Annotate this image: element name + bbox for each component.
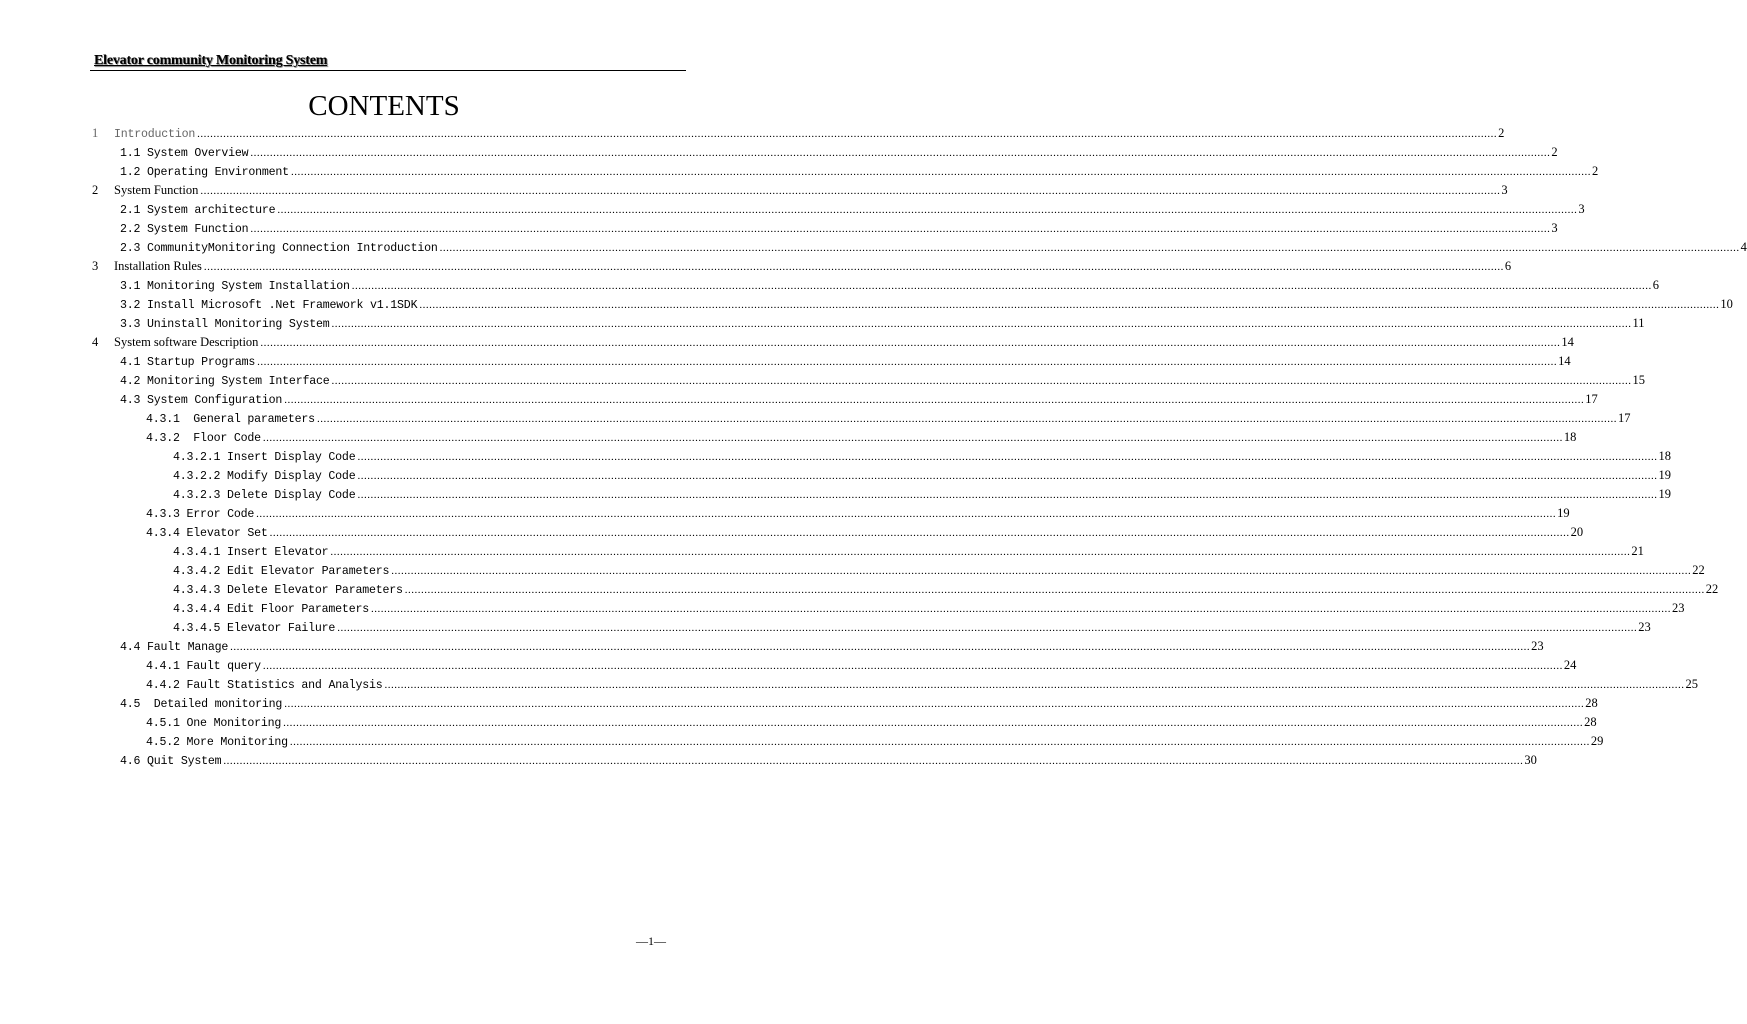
toc-entry-page: 3 xyxy=(1501,183,1508,197)
toc-entry[interactable] xyxy=(120,751,1537,770)
toc-entry-title: 4.5.1 One Monitoring xyxy=(146,717,282,730)
toc-entry-page: 25 xyxy=(1685,677,1699,691)
toc-entry-number: 2 xyxy=(92,183,99,197)
toc-entry-title: 4.5 Detailed monitoring xyxy=(120,698,283,711)
toc-entry[interactable] xyxy=(120,219,1558,238)
toc-entry-page: 3 xyxy=(1578,202,1585,216)
toc-entry[interactable] xyxy=(120,238,1747,257)
toc-entry-title: 2.2 System Function xyxy=(120,223,249,236)
toc-entry[interactable] xyxy=(120,352,1571,371)
toc-entry-title: 4.3.2.3 Delete Display Code xyxy=(173,489,356,502)
toc-dot-leader: ................................................................................................................................................................................................................................................................................................................................................................................................................ xyxy=(330,546,1631,558)
toc-dot-leader: ................................................................................................................................................................................................................................................................................................................................................................................................................ xyxy=(384,679,1685,691)
toc-entry-title: 2.3 CommunityMonitoring Connection Introduction xyxy=(120,242,438,255)
toc-entry[interactable] xyxy=(173,447,1671,466)
toc-dot-leader: ................................................................................................................................................................................................................................................................................................................................................................................................................ xyxy=(357,451,1658,463)
toc-entry-title: 4.3.1 General parameters xyxy=(146,413,315,426)
toc-entry[interactable] xyxy=(120,390,1598,409)
toc-entry[interactable] xyxy=(173,561,1705,580)
toc-entry[interactable] xyxy=(173,580,1719,599)
toc-entry[interactable] xyxy=(120,143,1558,162)
toc-dot-leader: ................................................................................................................................................................................................................................................................................................................................................................................................................ xyxy=(200,185,1501,197)
toc-dot-leader: ................................................................................................................................................................................................................................................................................................................................................................................................................ xyxy=(391,565,1692,577)
toc-entry-number: 4 xyxy=(92,335,99,349)
toc-entry-page: 19 xyxy=(1658,487,1671,501)
toc-entry[interactable] xyxy=(173,542,1644,561)
toc-dot-leader: ................................................................................................................................................................................................................................................................................................................................................................................................................ xyxy=(223,755,1524,767)
toc-dot-leader: ................................................................................................................................................................................................................................................................................................................................................................................................................ xyxy=(357,489,1658,501)
toc-entry-page: 14 xyxy=(1558,354,1571,368)
toc-entry[interactable] xyxy=(146,428,1577,447)
toc-entry-title: 3.3 Uninstall Monitoring System xyxy=(120,318,330,331)
toc-entry-page: 3 xyxy=(1551,221,1558,235)
toc-entry[interactable] xyxy=(146,504,1570,523)
toc-entry-title: 4.3.2.1 Insert Display Code xyxy=(173,451,356,464)
toc-entry-page: 19 xyxy=(1557,506,1570,520)
toc-entry-page: 10 xyxy=(1720,297,1733,311)
toc-entry[interactable] xyxy=(120,200,1585,219)
toc-entry[interactable] xyxy=(173,599,1685,618)
toc-entry-title: 4.3 System Configuration xyxy=(120,394,283,407)
toc-entry[interactable] xyxy=(146,675,1699,694)
toc-entry-title: 3.1 Monitoring System Installation xyxy=(120,280,350,293)
toc-entry[interactable] xyxy=(146,523,1584,542)
toc-dot-leader: ................................................................................................................................................................................................................................................................................................................................................................................................................ xyxy=(331,318,1632,330)
toc-entry-number: 1 xyxy=(92,126,99,140)
toc-dot-leader: ................................................................................................................................................................................................................................................................................................................................................................................................................ xyxy=(419,299,1720,311)
toc-entry[interactable] xyxy=(92,257,1512,276)
toc-entry-title: 4.3.2.2 Modify Display Code xyxy=(173,470,356,483)
toc-entry-title: 4.4.2 Fault Statistics and Analysis xyxy=(146,679,383,692)
toc-dot-leader: ................................................................................................................................................................................................................................................................................................................................................................................................................ xyxy=(256,508,1557,520)
toc-entry-page: 20 xyxy=(1570,525,1584,539)
toc-entry[interactable] xyxy=(120,295,1733,314)
toc-entry-title: Introduction xyxy=(114,128,196,141)
toc-entry[interactable] xyxy=(173,466,1671,485)
toc-entry-page: 2 xyxy=(1551,145,1558,159)
toc-entry-page: 6 xyxy=(1504,259,1512,273)
toc-entry-page: 24 xyxy=(1563,658,1577,672)
toc-entry-page: 14 xyxy=(1561,335,1574,349)
toc-entry-title: Installation Rules xyxy=(114,259,202,273)
toc-heading: CONTENTS xyxy=(308,90,460,122)
toc-entry-page: 29 xyxy=(1590,734,1604,748)
toc-dot-leader: ................................................................................................................................................................................................................................................................................................................................................................................................................ xyxy=(262,660,1563,672)
toc-entry-page: 18 xyxy=(1658,449,1671,463)
toc-entry-title: 4.3.4.5 Elevator Failure xyxy=(173,622,336,635)
toc-entry-page: 19 xyxy=(1658,468,1671,482)
toc-entry[interactable] xyxy=(120,371,1645,390)
toc-dot-leader: ................................................................................................................................................................................................................................................................................................................................................................................................................ xyxy=(277,204,1578,216)
toc-entry-page: 23 xyxy=(1671,601,1685,615)
toc-entry-page: 4 xyxy=(1740,240,1747,254)
toc-entry-title: System software Description xyxy=(114,335,259,349)
toc-dot-leader: ................................................................................................................................................................................................................................................................................................................................................................................................................ xyxy=(284,698,1585,710)
toc-entry[interactable] xyxy=(146,732,1604,751)
toc-entry-page: 2 xyxy=(1591,164,1599,178)
toc-dot-leader: ................................................................................................................................................................................................................................................................................................................................................................................................................ xyxy=(260,337,1561,349)
toc-entry-title: 3.2 Install Microsoft .Net Framework v1.1SDK xyxy=(120,299,418,312)
toc-dot-leader: ................................................................................................................................................................................................................................................................................................................................................................................................................ xyxy=(370,603,1671,615)
page-number: —1— xyxy=(636,934,666,948)
toc-entry-page: 18 xyxy=(1563,430,1577,444)
toc-entry-page: 22 xyxy=(1692,563,1705,577)
toc-entry-page: 22 xyxy=(1705,582,1719,596)
toc-dot-leader: ................................................................................................................................................................................................................................................................................................................................................................................................................ xyxy=(197,128,1498,140)
toc-entry[interactable] xyxy=(146,656,1577,675)
toc-entry-title: 4.3.4 Elevator Set xyxy=(146,527,268,540)
toc-entry[interactable] xyxy=(120,314,1645,333)
toc-entry-title: 4.3.4.2 Edit Elevator Parameters xyxy=(173,565,390,578)
toc-entry-page: 6 xyxy=(1652,278,1660,292)
toc-entry[interactable] xyxy=(146,713,1597,732)
toc-dot-leader: ................................................................................................................................................................................................................................................................................................................................................................................................................ xyxy=(262,432,1563,444)
toc-entry-page: 23 xyxy=(1531,639,1544,653)
toc-entry-title: 4.3.4.3 Delete Elevator Parameters xyxy=(173,584,403,597)
toc-entry[interactable] xyxy=(92,181,1508,200)
toc-entry-title: 1.1 System Overview xyxy=(120,147,249,160)
toc-entry[interactable] xyxy=(92,333,1574,352)
toc-entry-page: 17 xyxy=(1617,411,1631,425)
toc-dot-leader: ................................................................................................................................................................................................................................................................................................................................................................................................................ xyxy=(404,584,1705,596)
toc-entry[interactable] xyxy=(120,637,1544,656)
toc-entry-page: 28 xyxy=(1585,696,1598,710)
toc-entry-title: 4.3.3 Error Code xyxy=(146,508,255,521)
toc-entry-title: 4.4 Fault Manage xyxy=(120,641,229,654)
toc-entry-page: 17 xyxy=(1585,392,1598,406)
toc-entry-title: 4.3.4.1 Insert Elevator xyxy=(173,546,329,559)
toc-entry-title: 4.3.2 Floor Code xyxy=(146,432,261,445)
toc-entry[interactable] xyxy=(120,694,1598,713)
toc-entry-title: 4.6 Quit System xyxy=(120,755,222,768)
toc-dot-leader: ................................................................................................................................................................................................................................................................................................................................................................................................................ xyxy=(283,717,1584,729)
toc-dot-leader: ................................................................................................................................................................................................................................................................................................................................................................................................................ xyxy=(203,261,1504,273)
toc-entry-page: 28 xyxy=(1584,715,1597,729)
toc-dot-leader: ................................................................................................................................................................................................................................................................................................................................................................................................................ xyxy=(230,641,1531,653)
header-rule xyxy=(90,70,686,71)
running-header-title: Elevator community Monitoring System xyxy=(94,53,328,68)
toc-dot-leader: ................................................................................................................................................................................................................................................................................................................................................................................................................ xyxy=(439,242,1740,254)
toc-entry-page: 11 xyxy=(1632,316,1645,330)
toc-dot-leader: ................................................................................................................................................................................................................................................................................................................................................................................................................ xyxy=(290,166,1591,178)
toc-entry-title: 4.4.1 Fault query xyxy=(146,660,261,673)
toc-dot-leader: ................................................................................................................................................................................................................................................................................................................................................................................................................ xyxy=(357,470,1658,482)
toc-entry-title: System Function xyxy=(114,183,199,197)
toc-entry[interactable] xyxy=(120,276,1660,295)
toc-dot-leader: ................................................................................................................................................................................................................................................................................................................................................................................................................ xyxy=(331,375,1632,387)
toc-entry-title: 1.2 Operating Environment xyxy=(120,166,289,179)
toc-entry[interactable] xyxy=(92,124,1505,143)
toc-entry-page: 30 xyxy=(1524,753,1537,767)
toc-dot-leader: ................................................................................................................................................................................................................................................................................................................................................................................................................ xyxy=(250,147,1551,159)
toc-dot-leader: ................................................................................................................................................................................................................................................................................................................................................................................................................ xyxy=(269,527,1570,539)
toc-entry[interactable] xyxy=(173,485,1671,504)
toc-dot-leader: ................................................................................................................................................................................................................................................................................................................................................................................................................ xyxy=(284,394,1585,406)
toc-entry-page: 23 xyxy=(1638,620,1651,634)
toc-entry[interactable] xyxy=(146,409,1631,428)
toc-dot-leader: ................................................................................................................................................................................................................................................................................................................................................................................................................ xyxy=(250,223,1551,235)
toc-entry-title: 4.2 Monitoring System Interface xyxy=(120,375,330,388)
toc-entry[interactable] xyxy=(173,618,1651,637)
toc-entry-page: 2 xyxy=(1498,126,1505,140)
toc-entry-number: 3 xyxy=(92,259,99,273)
toc-dot-leader: ................................................................................................................................................................................................................................................................................................................................................................................................................ xyxy=(337,622,1638,634)
toc-dot-leader: ................................................................................................................................................................................................................................................................................................................................................................................................................ xyxy=(316,413,1617,425)
toc-dot-leader: ................................................................................................................................................................................................................................................................................................................................................................................................................ xyxy=(257,356,1558,368)
toc-entry-page: 21 xyxy=(1631,544,1644,558)
toc-entry-title: 4.5.2 More Monitoring xyxy=(146,736,288,749)
toc-entry[interactable] xyxy=(120,162,1599,181)
toc-entry-title: 2.1 System architecture xyxy=(120,204,276,217)
toc-entry-title: 4.3.4.4 Edit Floor Parameters xyxy=(173,603,369,616)
toc-dot-leader: ................................................................................................................................................................................................................................................................................................................................................................................................................ xyxy=(351,280,1652,292)
toc-entry-title: 4.1 Startup Programs xyxy=(120,356,256,369)
toc-entry-page: 15 xyxy=(1632,373,1645,387)
toc-dot-leader: ................................................................................................................................................................................................................................................................................................................................................................................................................ xyxy=(289,736,1590,748)
